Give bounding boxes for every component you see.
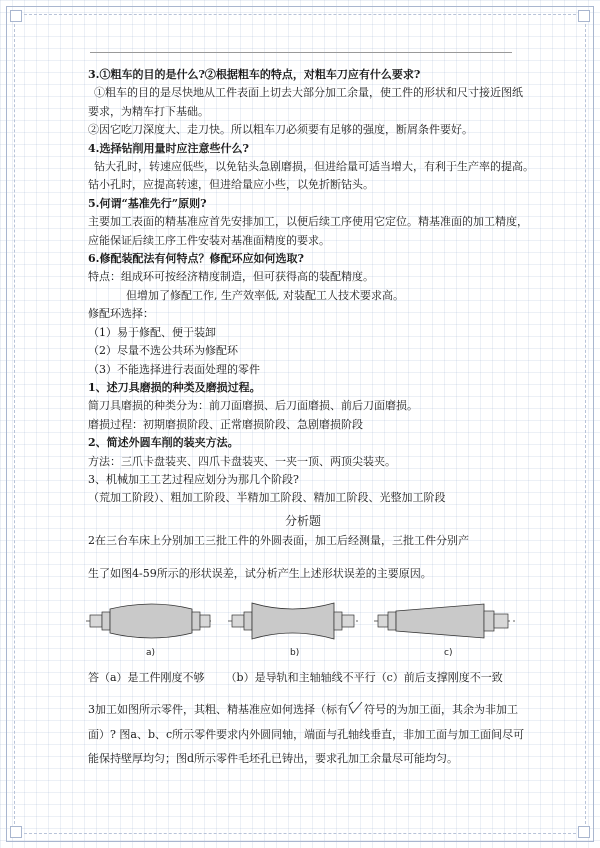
question-3-answer-line: 要求，为精车打下基础。 [88, 104, 209, 118]
question-5-title: 5.何谓“基准先行”原则? [88, 196, 207, 210]
corner-ornament [578, 826, 590, 838]
workpiece-c-taper [374, 604, 516, 658]
list-item: （3）不能选择进行表面处理的零件 [88, 362, 260, 376]
header-rule [90, 52, 512, 53]
analysis-question-2-answer: 答（a）是工件刚度不够 （b）是导轨和主轴轴线不平行（c）前后支撑刚度不一致 [88, 670, 503, 684]
corner-ornament [578, 10, 590, 22]
question-4-answer-line: 钻小孔时，应提高转速，但进给量应小些，以免折断钻头。 [88, 178, 374, 192]
corner-ornament [10, 10, 22, 22]
figure-label-a: a) [146, 647, 156, 658]
list-item: （1）易于修配、便于装卸 [88, 325, 216, 339]
spacer [88, 551, 518, 565]
workpiece-diagram [80, 591, 520, 665]
question-6-answer-line: 修配环选择： [88, 307, 154, 321]
question-6-title: 6.修配装配法有何特点？修配环应如何选取? [88, 252, 304, 266]
analysis-question-2-line: 生了如图4-59所示的形状误差，试分析产生上述形状误差的主要原因。 [88, 566, 432, 580]
question-3-answer-line: ②因它吃刀深度大、走刀快。所以粗车刀必须要有足够的强度，断屑条件要好。 [88, 123, 473, 137]
question-3-answer-line: ①粗车的目的是尽快地从工件表面上切去大部分加工余量，使工件的形状和尺寸接近图纸 [94, 86, 523, 100]
question-6-answer-line: 特点：组成环可按经济精度制造，但可获得高的装配精度。 [88, 270, 374, 284]
corner-ornament [10, 826, 22, 838]
analysis-section-heading: 分析题 [284, 513, 321, 528]
document-body [88, 66, 534, 769]
question-5-answer-line: 主要加工表面的精基准应首先安排加工，以便后续工序使用它定位。精基准面的加工精度， [88, 215, 528, 229]
analysis-question-3-line: 能保持壁厚均匀；图d所示零件毛坯孔已铸出，要求孔加工余量尽可能均匀。 [88, 752, 459, 766]
short-question-3-title: 3、机械加工工艺过程应划分为那几个阶段? [88, 472, 299, 486]
short-question-2-title: 2、简述外圆车削的装夹方法。 [88, 436, 239, 450]
figure-label-c: c) [444, 647, 453, 658]
analysis-question-2-line: 2在三台车床上分别加工三批工件的外圆表面，加工后经测量，三批工件分别产 [88, 534, 469, 548]
question-6-answer-line: 但增加了修配工作, 生产效率低, 对装配工人技术要求高。 [126, 288, 404, 302]
shape-error-figure [80, 591, 518, 665]
analysis-question-3-text: 符号的为加工面，其余为非加工 [364, 703, 518, 717]
short-question-2-answer-line: 方法：三爪卡盘装夹、四爪卡盘装夹、一夹一顶、两顶尖装夹。 [88, 454, 396, 468]
short-question-1-answer-line: 磨损过程：初期磨损阶段、正常磨损阶段、急剧磨损阶段 [88, 417, 363, 431]
analysis-question-3-text: 3加工如图所示零件，其粗、精基准应如何选择（标有 [88, 703, 348, 717]
short-question-1-answer-line: 简刀具磨损的种类分为：前刀面磨损、后刀面磨损、前后刀面磨损。 [88, 399, 418, 413]
workpiece-a-barrel [86, 604, 212, 658]
question-4-answer-line: 钻大孔时，转速应低些，以免钻头急剧磨损，但进给量可适当增大，有利于生产率的提高。 [94, 160, 534, 174]
figure-label-b: b) [290, 647, 300, 658]
list-item: （2）尽量不选公共环为修配环 [88, 344, 238, 358]
question-4-title: 4.选择钻削用量时应注意些什么? [88, 141, 249, 155]
question-5-answer-line: 应能保证后续工序工件安装对基准面精度的要求。 [88, 233, 330, 247]
surface-finish-symbol-icon [348, 701, 364, 715]
short-question-3-answer-line: （荒加工阶段）、粗加工阶段、半精加工阶段、精加工阶段、光整加工阶段 [88, 491, 446, 505]
short-question-1-title: 1、述刀具磨损的种类及磨损过程。 [88, 380, 261, 394]
analysis-question-3-line [88, 701, 518, 719]
analysis-question-3-line: 面）? 图a、b、c所示零件要求内外圆同轴，端面与孔轴线垂直，非加工面与加工面间尽可 [88, 727, 525, 741]
workpiece-b-hourglass [228, 603, 358, 658]
spacer [88, 687, 518, 701]
question-3-title: 3.①粗车的目的是什么?②根据粗车的特点，对粗车刀应有什么要求? [88, 68, 421, 81]
